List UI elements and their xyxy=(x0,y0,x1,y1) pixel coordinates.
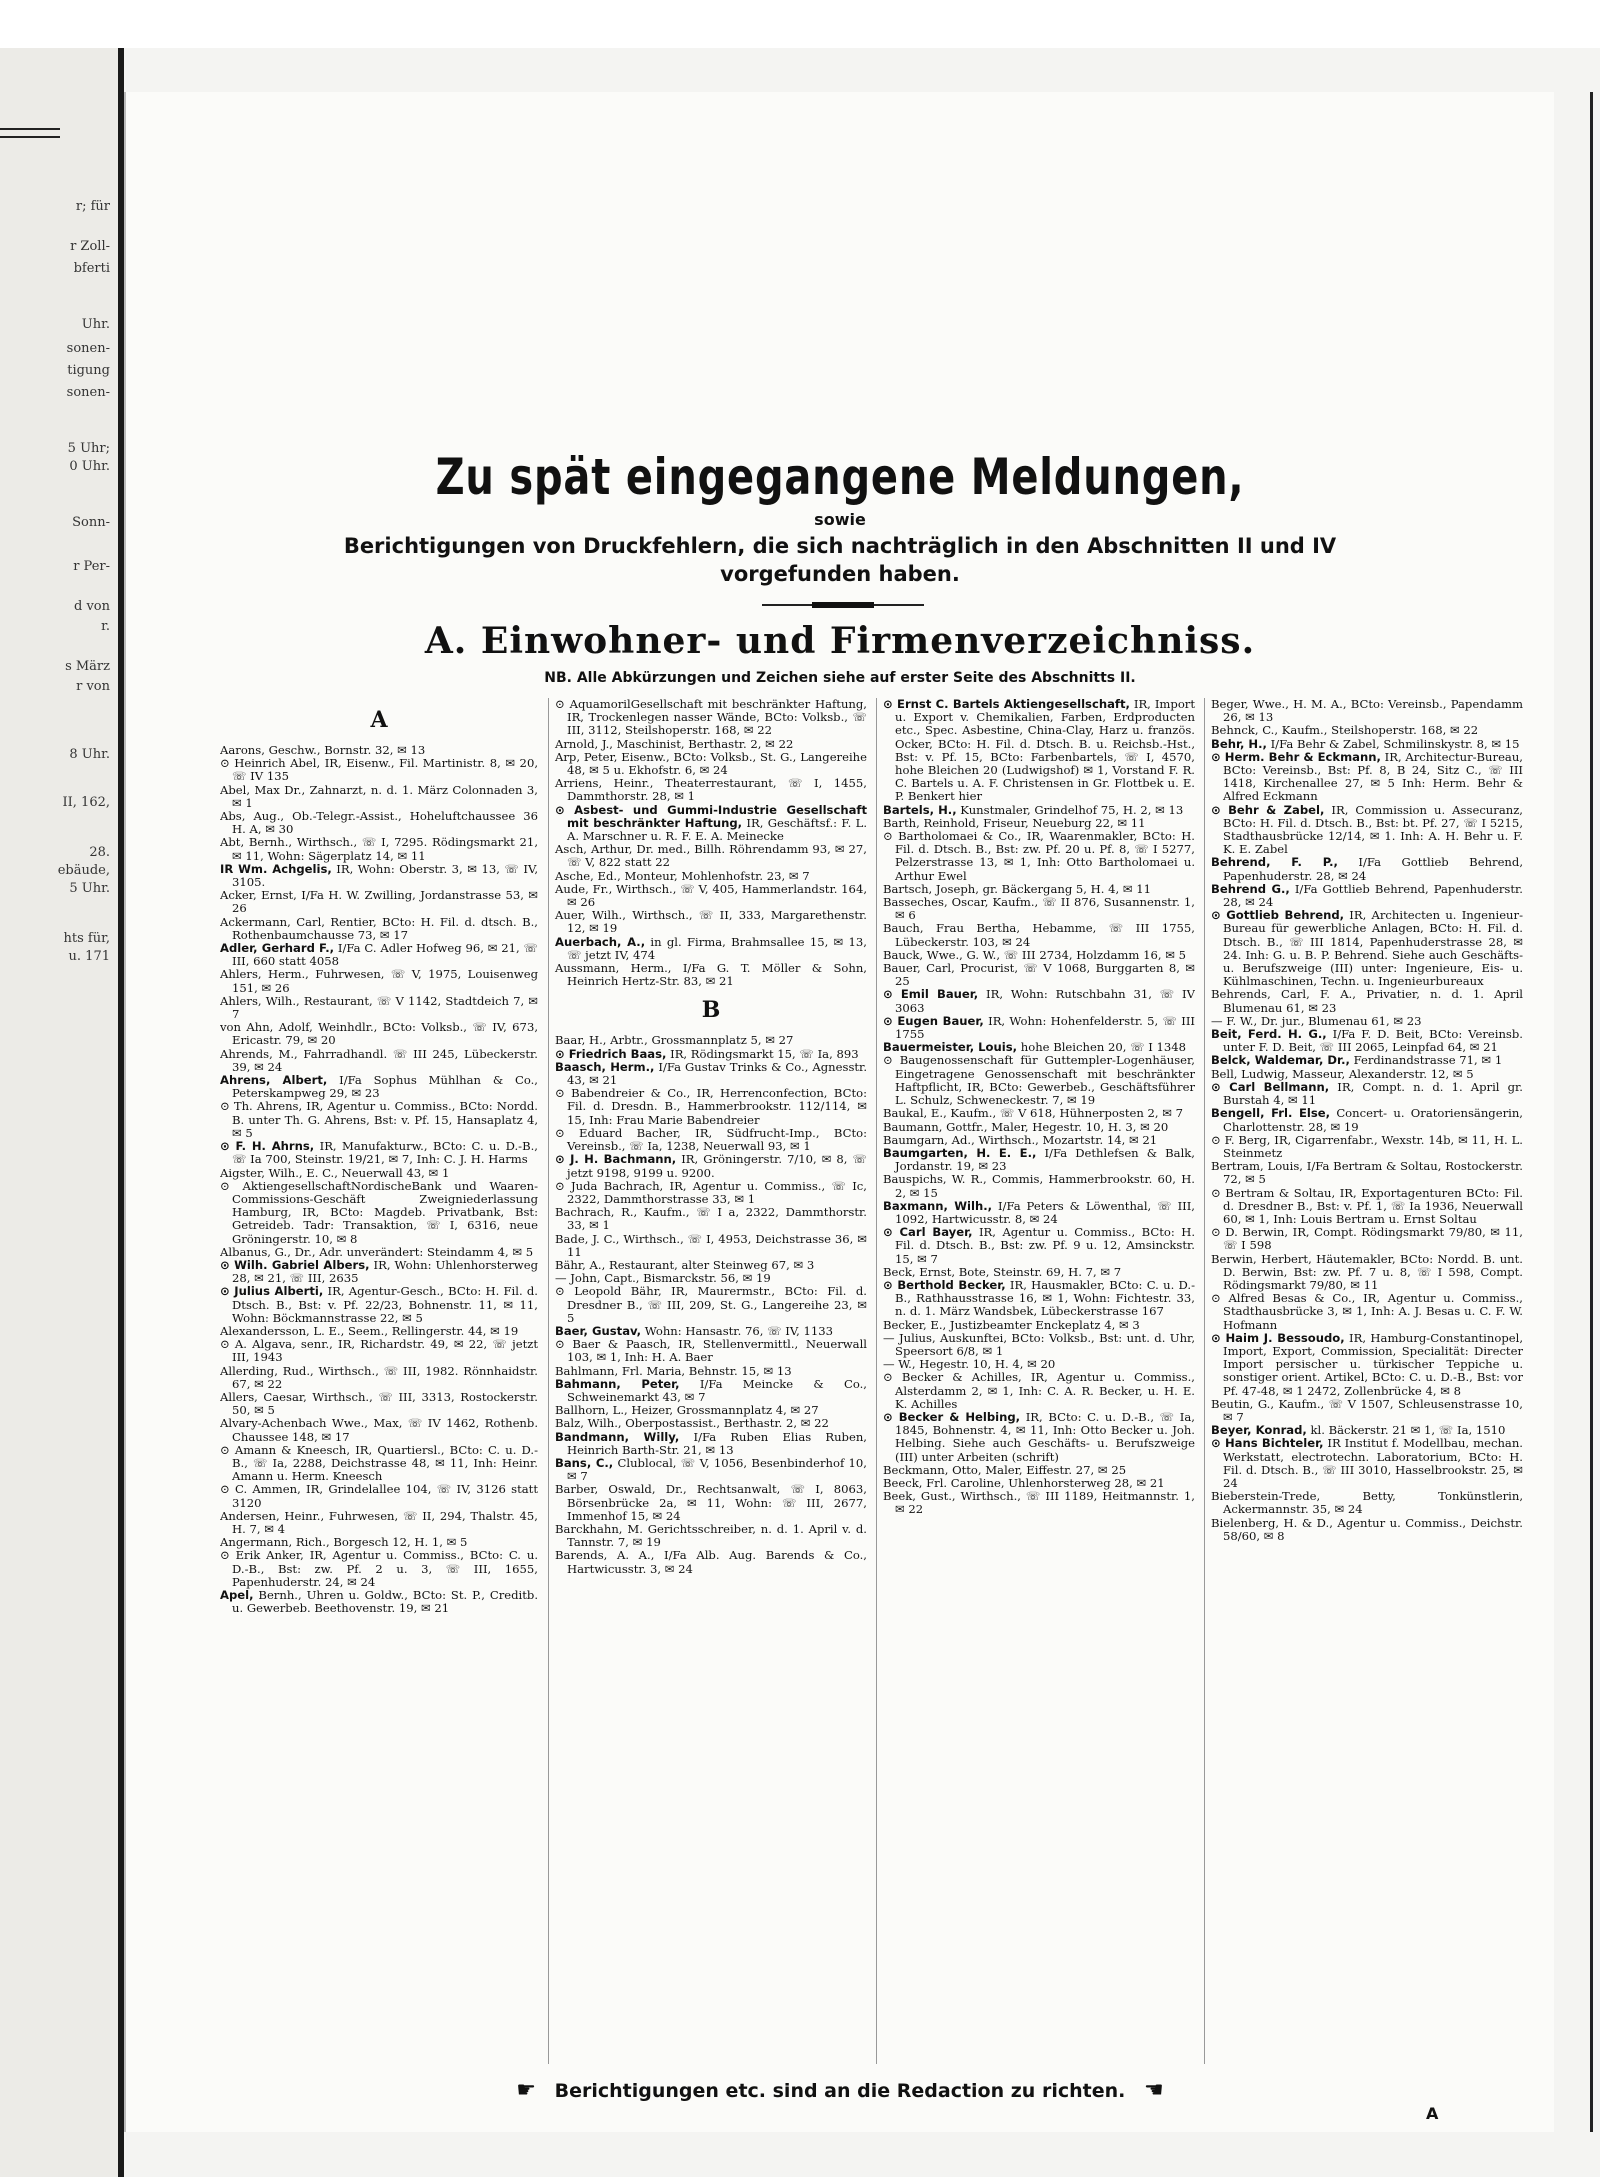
directory-entry xyxy=(220,836,538,862)
entry-name: Behrend G., xyxy=(1211,881,1290,896)
entry-details: Bähr, A., Restaurant, alter Steinweg 67, ✉ 3 xyxy=(555,1257,815,1272)
margin-text-fragment: r Zoll- xyxy=(70,239,110,254)
entry-details: ⊙ Becker & Achilles, IR, Agentur u. Commiss., Alsterdamm 2, ✉ 1, Inh: C. A. R. Becker, u. H. E. K. Achilles xyxy=(883,1370,1195,1411)
entry-name: Beyer, Konrad, xyxy=(1211,1423,1307,1438)
entry-details: Abt, Bernh., Wirthsch., ☏ I, 7295. Rödingsmarkt 21, ✉ 11, Wohn: Sägerplatz 14, ✉ 11 xyxy=(220,835,538,863)
margin-text-fragment: tigung xyxy=(67,363,110,378)
margin-text-fragment: Sonn- xyxy=(72,515,110,530)
entry-details: I/Fa Behr & Zabel, Schmilinskystr. 8, ✉ 15 xyxy=(1266,736,1520,751)
directory-entry xyxy=(555,1153,867,1179)
margin-text-fragment: II, 162, xyxy=(62,795,110,810)
entry-details: — Julius, Auskunftei, BCto: Volksb., Bst: unt. d. Uhr, Speersort 6/8, ✉ 1 xyxy=(883,1330,1195,1358)
margin-text-fragment: 5 Uhr; xyxy=(67,441,110,456)
entry-details: ⊙ Th. Ahrens, IR, Agentur u. Commiss., BCto: Nordd. B. unter Th. G. Ahrens, Bst: v. Pf. 15, Hansaplatz 4, ✉ 5 xyxy=(220,1099,538,1140)
directory-entry xyxy=(555,1087,867,1127)
directory-entry xyxy=(220,1021,538,1047)
directory-entry xyxy=(1211,1081,1523,1107)
directory-entry xyxy=(555,1549,867,1575)
entry-details: Bauer, Carl, Procurist, ☏ V 1068, Burggarten 8, ✉ 25 xyxy=(883,961,1195,989)
entry-name: Belck, Waldemar, Dr., xyxy=(1211,1053,1350,1068)
directory-column-3 xyxy=(876,698,1195,2064)
directory-entry xyxy=(220,1074,538,1100)
entry-details: ⊙ Erik Anker, IR, Agentur u. Commiss., BCto: C. u. D.-B., Bst: zw. Pf. 2 u. 3, ☏ III, 1655, Papenhuderstr. 24, ✉ 24 xyxy=(220,1548,538,1589)
entry-details: Albanus, G., Dr., Adr. unverändert: Steindamm 4, ✉ 5 xyxy=(220,1244,534,1259)
directory-entry xyxy=(555,1378,867,1404)
entry-name: ⊙ Hans Bichteler, xyxy=(1211,1436,1324,1451)
margin-text-fragment: d von xyxy=(74,599,110,614)
directory-entry xyxy=(220,863,538,889)
entry-details: in gl. Firma, Brahmsallee 15, ✉ 13, ☏ jetzt IV, 474 xyxy=(567,934,867,962)
entry-details: ⊙ Babendreier & Co., IR, Herrenconfection, BCto: Fil. d. Dresdn. B., Hammerbrookstr. 112/114, ✉ 15, Inh: Frau Marie Babendreier xyxy=(555,1086,867,1127)
entry-details: ⊙ Amann & Kneesch, IR, Quartiersl., BCto: C. u. D.-B., ☏ Ia, 2288, Deichstrasse 48, ✉ 11, Inh: Heinr. Amann u. Herm. Kneesch xyxy=(220,1442,538,1484)
entry-details: Ahlers, Herm., Fuhrwesen, ☏ V, 1975, Louisenweg 151, ✉ 26 xyxy=(220,967,538,995)
entry-details: ⊙ Baer & Paasch, IR, Stellenvermittl., Neuerwall 103, ✉ 1, Inh: H. A. Baer xyxy=(555,1337,867,1365)
entry-details: ⊙ Baugenossenschaft für Guttempler-Logenhäuser, Eingetragene Genossenschaft mit beschränkter Haftpflicht, IR, BCto: Gewerbeb., Geschäftsführer L. Schulz, Schweneckestr. 7, ✉ 19 xyxy=(883,1053,1195,1108)
directory-entry xyxy=(1211,909,1523,988)
previous-page-edge xyxy=(0,48,124,2177)
entry-details: IR, Wohn: Rutschbahn 31, ☏ IV 3063 xyxy=(895,987,1195,1015)
entry-details: Ballhorn, L., Heizer, Grossmannplatz 4, ✉ 27 xyxy=(555,1403,819,1418)
entry-name: ⊙ Julius Alberti, xyxy=(220,1284,324,1299)
entry-details: Bauspichs, W. R., Commis, Hammerbrookstr. 60, H. 2, ✉ 15 xyxy=(883,1172,1195,1200)
entry-name: Ahrens, Albert, xyxy=(220,1073,328,1088)
directory-entry xyxy=(555,777,867,803)
directory-entry xyxy=(1211,1490,1523,1516)
entry-details: IR, Import u. Export v. Chemikalien, Farben, Erdproducten etc., Spec. Asbestine, China-Clay, Harz u. französ. Ocker, BCto: H. Fil. d. Dtsch. B. u. Reichsb.-Hst., Bst: v. Pf. 15, BCto: Farbenbartels, ☏ I, 4570, hohe Bleichen 20 (Ludwigshof) ✉ 1, Vorstand F. R. C. Bartels u. A. F. Christensen in Gr. Flottbek u. E. P. Benkert hier xyxy=(895,698,1195,804)
entry-name: ⊙ Haim J. Bessoudo, xyxy=(1211,1330,1345,1345)
directory-entry xyxy=(555,1483,867,1523)
directory-entry xyxy=(220,1259,538,1285)
directory-entry xyxy=(220,1285,538,1325)
margin-text-fragment: ebäude, xyxy=(57,863,110,878)
entry-details: Beckmann, Otto, Maler, Eiffestr. 27, ✉ 25 xyxy=(883,1462,1127,1477)
directory-entry xyxy=(883,1054,1195,1107)
directory-entry xyxy=(883,1173,1195,1199)
entry-details: Ahrends, M., Fahrradhandl. ☏ III 245, Lübeckerstr. 39, ✉ 24 xyxy=(220,1046,538,1074)
directory-entry xyxy=(220,1549,538,1589)
entry-details: IR, Manufakturw., BCto: C. u. D.-B., ☏ Ia 700, Steinstr. 19/21, ✉ 7, Inh: C. J. H. Harms xyxy=(232,1139,538,1167)
entry-name: ⊙ Ernst C. Bartels Aktiengesellschaft, xyxy=(883,698,1130,711)
entry-details: IR, Rödingsmarkt 15, ☏ Ia, 893 xyxy=(666,1046,859,1061)
directory-entry xyxy=(220,995,538,1021)
directory-entry xyxy=(1211,1107,1523,1133)
scan-top-margin xyxy=(0,0,1600,48)
entry-details: Bachrach, R., Kaufm., ☏ I a, 2322, Dammthorstr. 33, ✉ 1 xyxy=(555,1205,867,1233)
entry-name: Bengell, Frl. Else, xyxy=(1211,1106,1331,1121)
directory-entry xyxy=(220,1100,538,1140)
entry-name: Bans, C., xyxy=(555,1455,614,1470)
directory-entry xyxy=(883,1411,1195,1464)
entry-name: ⊙ Asbest- und Gummi-Industrie Gesellschaft mit beschränkter Haftung, xyxy=(555,802,867,830)
entry-name: ⊙ Eugen Bauer, xyxy=(883,1013,984,1028)
entry-details: I/Fa Gottlieb Behrend, Papenhuderstr. 28, ✉ 24 xyxy=(1223,855,1523,883)
directory-entry xyxy=(220,757,538,783)
entry-details: IR, Architectur-Bureau, BCto: Vereinsb., Bst: Pf. 8, B 24, Sitz C., ☏ III 1418, Kirchenallee 27, ✉ 5 Inh: Herm. Behr & Alfred Eckmann xyxy=(1223,749,1523,804)
entry-name: Adler, Gerhard F., xyxy=(220,941,335,956)
directory-entry xyxy=(1211,1398,1523,1424)
entry-details: Asche, Ed., Monteur, Mohlenhofstr. 23, ✉ 7 xyxy=(555,868,810,883)
entry-details: Baumgarn, Ad., Wirthsch., Mozartstr. 14, ✉ 21 xyxy=(883,1132,1158,1147)
directory-entry xyxy=(220,1365,538,1391)
entry-details: Baar, H., Arbtr., Grossmannplatz 5, ✉ 27 xyxy=(555,1033,794,1048)
entry-details: kl. Bäckerstr. 21 ✉ 1, ☏ Ia, 1510 xyxy=(1306,1423,1506,1438)
entry-name: ⊙ Behr & Zabel, xyxy=(1211,802,1325,817)
entry-details: Auer, Wilh., Wirthsch., ☏ II, 333, Margarethenstr. 12, ✉ 19 xyxy=(555,908,867,936)
directory-entry xyxy=(555,1206,867,1232)
entry-name: Behr, H., xyxy=(1211,736,1267,751)
directory-entry xyxy=(883,698,1195,804)
entry-details: Asch, Arthur, Dr. med., Billh. Röhrendamm 93, ✉ 27, ☏ V, 822 statt 22 xyxy=(555,842,867,870)
entry-details: Arriens, Heinr., Theaterrestaurant, ☏ I, 1455, Dammthorstr. 28, ✉ 1 xyxy=(555,776,867,804)
entry-details: Abel, Max Dr., Zahnarzt, n. d. 1. März Colonnaden 3, ✉ 1 xyxy=(220,782,538,810)
entry-details: Aigster, Wilh., E. C., Neuerwall 43, ✉ 1 xyxy=(220,1165,450,1180)
margin-text-fragment: sonen- xyxy=(66,385,110,400)
margin-text-fragment: r. xyxy=(101,619,110,634)
directory-entry xyxy=(1211,883,1523,909)
margin-text-fragment: r; für xyxy=(75,199,110,214)
directory-entry xyxy=(555,1523,867,1549)
margin-text-fragment: 5 Uhr. xyxy=(69,881,110,896)
directory-entry xyxy=(883,1371,1195,1411)
directory-entry xyxy=(883,1279,1195,1319)
entry-details: Baukal, E., Kaufm., ☏ V 618, Hühnerposten 2, ✉ 7 xyxy=(883,1106,1184,1121)
entry-name: Auerbach, A., xyxy=(555,934,646,949)
page-footer xyxy=(126,2078,1554,2103)
margin-text-fragment: bferti xyxy=(73,261,110,276)
entry-name: Beit, Ferd. H. G., xyxy=(1211,1027,1327,1042)
letter-heading-b: B xyxy=(701,997,721,1024)
entry-details: IR, BCto: C. u. D.-B., ☏ Ia, 1845, Bohnenstr. 4, ✉ 11, Inh: Otto Becker u. Joh. Helbing. Siehe auch Geschäfts- u. Berufszweige (III) unter Arbeiten (schrift) xyxy=(895,1409,1195,1464)
entry-details: Balz, Wilh., Oberpostassist., Berthastr. 2, ✉ 22 xyxy=(555,1416,829,1431)
entry-details: Bartsch, Joseph, gr. Bäckergang 5, H. 4, ✉ 11 xyxy=(883,881,1152,896)
margin-text-fragment: u. 171 xyxy=(68,949,110,964)
directory-entry xyxy=(1211,1437,1523,1490)
entry-details: IR, Geschäftsf.: F. L. A. Marschner u. R. F. E. A. Meinecke xyxy=(567,815,867,844)
entry-details: Concert- u. Oratoriensängerin, Charlottenstr. 28, ✉ 19 xyxy=(1223,1106,1523,1134)
directory-entry xyxy=(555,936,867,962)
entry-details: ⊙ Heinrich Abel, IR, Eisenw., Fil. Martinistr. 8, ✉ 20, ☏ IV 135 xyxy=(220,756,538,784)
entry-details: — W., Hegestr. 10, H. 4, ✉ 20 xyxy=(883,1357,1056,1372)
entry-details: Alvary-Achenbach Wwe., Max, ☏ IV 1462, Rothenb. Chaussee 148, ✉ 17 xyxy=(220,1416,538,1444)
margin-text-fragment: 0 Uhr. xyxy=(69,459,110,474)
entry-details: Barber, Oswald, Dr., Rechtsanwalt, ☏ I, 8063, Börsenbrücke 2a, ✉ 11, Wohn: ☏ III, 2677, Immenhof 15, ✉ 24 xyxy=(555,1482,867,1523)
directory-columns xyxy=(220,698,1526,2064)
directory-entry xyxy=(220,889,538,915)
entry-details: Bauch, Frau Bertha, Hebamme, ☏ III 1755, Lübeckerstr. 103, ✉ 24 xyxy=(883,921,1195,949)
entry-details: I/Fa Peters & Löwenthal, ☏ III, 1092, Hartwicusstr. 8, ✉ 24 xyxy=(895,1198,1195,1226)
entry-details: ⊙ AquamorilGesellschaft mit beschränkter Haftung, IR, Trockenlegen nasser Wände, BCto: Volksb., ☏ III, 3112, Steilshoperstr. 168, ✉ 22 xyxy=(555,698,867,738)
entry-details: Bertram, Louis, I/Fa Bertram & Soltau, Rostockerstr. 72, ✉ 5 xyxy=(1211,1159,1523,1187)
directory-entry xyxy=(1211,856,1523,882)
directory-entry xyxy=(883,1490,1195,1516)
footer-note: Berichtigungen etc. sind an die Redaction zu richten. xyxy=(554,2080,1126,2102)
entry-details: Allerding, Rud., Wirthsch., ☏ III, 1982. Rönnhaidstr. 67, ✉ 22 xyxy=(220,1363,538,1391)
entry-name: Bauermeister, Louis, xyxy=(883,1040,1018,1055)
entry-name: Baasch, Herm., xyxy=(555,1059,655,1074)
entry-details: Baumann, Gottfr., Maler, Hegestr. 10, H. 3, ✉ 20 xyxy=(883,1119,1169,1134)
directory-entry xyxy=(555,698,867,738)
entry-details: Berwin, Herbert, Häutemakler, BCto: Nordd. B. unt. D. Berwin, Bst: zw. Pf. 7 u. 8, ☏ I 598, Compt. Rödingsmarkt 79/80, ✉ 11 xyxy=(1211,1251,1523,1292)
entry-details: IR, Architecten u. Ingenieur-Bureau für gewerbliche Anlagen, BCto: H. Fil. d. Dtsch. B., ☏ III 1814, Papenhuderstrasse 28, ✉ 24. Inh: G. u. B. P. Behrend. Siehe auch Geschäfts- u. Berufszweige (III) unter: Ingenieure, Eis- u. Kühlmaschinen, Techn. u. Ingenieurbureaux xyxy=(1223,908,1523,989)
entry-details: IR, Wohn: Uhlenhorsterweg 28, ✉ 21, ☏ III, 2635 xyxy=(232,1257,538,1286)
page-edge-shadow xyxy=(1590,92,1593,2132)
entry-details: ⊙ AktiengesellschaftNordischeBank und Waaren-Commissions-Geschäft Zweigniederlassung Hamburg, IR, BCto: Magdeb. Privatbank, Bst: Getreideb. Tadr: Transaktion, ☏ I, 6316, neue Gröningerstr. 10, ✉ 8 xyxy=(220,1178,538,1246)
directory-entry xyxy=(220,1510,538,1536)
entry-name: ⊙ Berthold Becker, xyxy=(883,1277,1006,1292)
entry-details: ⊙ Juda Bachrach, IR, Agentur u. Commiss., ☏ Ic, 2322, Dammthorstrasse 33, ✉ 1 xyxy=(555,1178,867,1206)
entry-details: ⊙ C. Ammen, IR, Grindelallee 104, ☏ IV, 3126 statt 3120 xyxy=(220,1482,538,1510)
entry-details: Aude, Fr., Wirthsch., ☏ V, 405, Hammerlandstr. 164, ✉ 26 xyxy=(555,881,867,910)
entry-name: ⊙ Herm. Behr & Eckmann, xyxy=(1211,749,1381,764)
directory-entry xyxy=(555,751,867,777)
entry-details: Barckhahn, M. Gerichtsschreiber, n. d. 1. April v. d. Tannstr. 7, ✉ 19 xyxy=(555,1521,867,1550)
entry-details: Ahlers, Wilh., Restaurant, ☏ V 1142, Stadtdeich 7, ✉ 7 xyxy=(220,993,538,1022)
directory-entry xyxy=(220,810,538,836)
margin-text-fragment: r von xyxy=(76,679,110,694)
entry-details: Andersen, Heinr., Fuhrwesen, ☏ II, 294, Thalstr. 45, H. 7, ✉ 4 xyxy=(220,1508,538,1536)
entry-details: I/Fa Meincke & Co., Schweinemarkt 43, ✉ 7 xyxy=(567,1376,867,1404)
entry-details: IR, Wohn: Oberstr. 3, ✉ 13, ☏ IV, 3105. xyxy=(232,861,538,890)
title-divider-accent xyxy=(812,602,874,608)
directory-entry xyxy=(220,1140,538,1166)
entry-name: Apel, xyxy=(220,1588,254,1602)
margin-text-fragment: 28. xyxy=(89,845,110,860)
margin-text-fragment: 8 Uhr. xyxy=(69,747,110,762)
directory-entry xyxy=(555,1233,867,1259)
pointing-hand-icon: ☚ xyxy=(1143,2078,1164,2103)
entry-name: ⊙ Carl Bellmann, xyxy=(1211,1079,1330,1094)
section-heading: A. Einwohner- und Firmenverzeichniss. xyxy=(424,620,1256,662)
entry-details: Arnold, J., Maschinist, Berthastr. 2, ✉ 22 xyxy=(555,736,794,751)
entry-details: Ferdinandstrasse 71, ✉ 1 xyxy=(1349,1053,1503,1068)
directory-entry xyxy=(883,1332,1195,1358)
pointing-hand-icon: ☛ xyxy=(516,2078,537,2103)
entry-details: I/Fa C. Adler Hofweg 96, ✉ 21, ☏ III, 660 statt 4058 xyxy=(232,941,538,969)
entry-details: Acker, Ernst, I/Fa H. W. Zwilling, Jordanstrasse 53, ✉ 26 xyxy=(220,888,538,916)
entry-details: Beeck, Frl. Caroline, Uhlenhorsterweg 28, ✉ 21 xyxy=(883,1475,1165,1490)
directory-entry xyxy=(220,968,538,994)
directory-entry xyxy=(220,1444,538,1484)
directory-entry xyxy=(883,1147,1195,1173)
entry-details: ⊙ Bertram & Soltau, IR, Exportagenturen BCto: Fil. d. Dresdner B., Bst: v. Pf. 1, ☏ Ia 1936, Neuerwall 60, ✉ 1, Inh: Louis Bertram u. Ernst Soltau xyxy=(1211,1185,1523,1226)
directory-entry xyxy=(1211,751,1523,804)
entry-details: Ackermann, Carl, Rentier, BCto: H. Fil. d. dtsch. B., Rothenbaumchausse 73, ✉ 17 xyxy=(220,914,538,942)
entry-details: — F. W., Dr. jur., Blumenau 61, ✉ 23 xyxy=(1211,1013,1422,1028)
directory-entry xyxy=(1211,1292,1523,1332)
entry-details: Basseches, Oscar, Kaufm., ☏ II 876, Susannenstr. 1, ✉ 6 xyxy=(883,895,1195,923)
entry-details: Behrends, Carl, F. A., Privatier, n. d. 1. April Blumenau 61, ✉ 23 xyxy=(1211,987,1523,1015)
directory-entry xyxy=(555,1127,867,1153)
entry-details: IR, Compt. n. d. 1. April gr. Burstah 4, ✉ 11 xyxy=(1223,1079,1523,1108)
directory-entry xyxy=(883,922,1195,948)
entry-details: IR, Wohn: Hohenfelderstr. 5, ☏ III 1755 xyxy=(895,1013,1195,1042)
directory-entry xyxy=(555,804,867,844)
entry-details: Bahlmann, Frl. Maria, Behnstr. 15, ✉ 13 xyxy=(555,1363,792,1378)
entry-details: Allers, Caesar, Wirthsch., ☏ III, 3313, Rostockerstr. 50, ✉ 5 xyxy=(220,1389,538,1418)
directory-entry xyxy=(555,1180,867,1206)
entry-name: ⊙ Gottlieb Behrend, xyxy=(1211,908,1345,923)
directory-entry xyxy=(1211,804,1523,857)
directory-entry xyxy=(555,1431,867,1457)
entry-details: — John, Capt., Bismarckstr. 56, ✉ 19 xyxy=(555,1271,771,1286)
entry-details: Beutin, G., Kaufm., ☏ V 1507, Schleusenstrasse 10, ✉ 7 xyxy=(1211,1396,1523,1424)
entry-details: Bell, Ludwig, Masseur, Alexanderstr. 12, ✉ 5 xyxy=(1211,1066,1474,1081)
entry-name: ⊙ Carl Bayer, xyxy=(883,1225,973,1240)
directory-entry xyxy=(883,830,1195,883)
entry-details: Aarons, Geschw., Bornstr. 32, ✉ 13 xyxy=(220,743,426,757)
entry-details: I/Fa Gustav Trinks & Co., Agnesstr. 43, ✉ 21 xyxy=(567,1059,867,1088)
margin-text-fragment: hts für, xyxy=(63,931,110,946)
directory-entry xyxy=(555,883,867,909)
directory-entry xyxy=(1211,1517,1523,1543)
document-page xyxy=(124,92,1554,2132)
entry-details: Clublocal, ☏ V, 1056, Besenbinderhof 10, ✉ 7 xyxy=(567,1455,867,1484)
entry-details: I/Fa Sophus Mühlhan & Co., Peterskampweg 29, ✉ 23 xyxy=(232,1073,538,1101)
entry-details: IR, Hausmakler, BCto: C. u. D.-B., Rathhausstrasse 16, ✉ 1, Wohn: Fichtestr. 33, n. d. 1. März Wandsbek, Lübeckerstrasse 167 xyxy=(895,1277,1195,1319)
entry-details: hohe Bleichen 20, ☏ I 1348 xyxy=(1017,1040,1187,1055)
entry-details: Becker, E., Justizbeamter Enckeplatz 4, ✉ 3 xyxy=(883,1317,1140,1332)
entry-details: ⊙ Leopold Bähr, IR, Maurermstr., BCto: Fil. d. Dresdner B., ☏ III, 209, St. G., Langereihe 23, ✉ 5 xyxy=(555,1284,867,1325)
directory-column-2 xyxy=(548,698,867,2064)
entry-name: Bartels, H., xyxy=(883,802,957,817)
entry-details: Bieberstein-Trede, Betty, Tonkünstlerin, Ackermannstr. 35, ✉ 24 xyxy=(1211,1489,1523,1517)
abbreviation-note: NB. Alle Abkürzungen und Zeichen siehe auf erster Seite des Abschnitts II. xyxy=(544,670,1136,686)
directory-entry xyxy=(1211,1187,1523,1227)
directory-entry xyxy=(220,1391,538,1417)
margin-rule xyxy=(0,136,60,138)
margin-text-fragment: sonen- xyxy=(66,341,110,356)
entry-details: Alexandersson, L. E., Seem., Rellingerstr. 44, ✉ 19 xyxy=(220,1323,519,1338)
entry-details: IR, Gröningerstr. 7/10, ✉ 8, ☏ jetzt 9198, 9199 u. 9200. xyxy=(567,1152,867,1180)
page-title: Zu spät eingegangene Meldungen, xyxy=(435,448,1245,506)
entry-details: Beek, Gust., Wirthsch., ☏ III 1189, Heitmannstr. 1, ✉ 22 xyxy=(883,1489,1195,1517)
directory-entry xyxy=(555,843,867,869)
entry-details: I/Fa F. D. Beit, BCto: Vereinsb. unter F. D. Beit, ☏ III 2065, Leinpfad 64, ✉ 21 xyxy=(1223,1027,1523,1055)
entry-details: von Ahn, Adolf, Weinhdlr., BCto: Volksb., ☏ IV, 673, Ericastr. 79, ✉ 20 xyxy=(220,1020,538,1048)
directory-entry xyxy=(1211,1253,1523,1293)
directory-entry xyxy=(555,1285,867,1325)
directory-entry xyxy=(220,1417,538,1443)
letter-heading-a: A xyxy=(370,707,388,733)
entry-details: ⊙ Eduard Bacher, IR, Südfrucht-Imp., BCto: Vereinsb., ☏ Ia, 1238, Neuerwall 93, ✉ 1 xyxy=(555,1125,867,1154)
directory-entry xyxy=(220,1048,538,1074)
entry-details: ⊙ Alfred Besas & Co., IR, Agentur u. Commiss., Stadthausbrücke 3, ✉ 1, Inh: A. J. Besas u. C. F. W. Hofmann xyxy=(1211,1291,1523,1332)
directory-column-1 xyxy=(220,698,538,2064)
entry-details: I/Fa Gottlieb Behrend, Papenhuderstr. 28, ✉ 24 xyxy=(1223,881,1523,910)
entry-details: Barth, Reinhold, Friseur, Neueburg 22, ✉ 11 xyxy=(883,815,1146,830)
directory-entry xyxy=(883,1226,1195,1266)
directory-entry xyxy=(555,962,867,988)
entry-name: ⊙ J. H. Bachmann, xyxy=(555,1152,677,1167)
directory-entry xyxy=(1211,698,1523,724)
entry-details: Beger, Wwe., H. M. A., BCto: Vereinsb., Papendamm 26, ✉ 13 xyxy=(1211,698,1523,725)
title-connector: sowie xyxy=(814,510,866,529)
directory-entry xyxy=(555,1338,867,1364)
entry-name: IR Wm. Achgelis, xyxy=(220,861,332,876)
entry-details: Aussmann, Herm., I/Fa G. T. Möller & Sohn, Heinrich Hertz-Str. 83, ✉ 21 xyxy=(555,961,867,989)
directory-column-4 xyxy=(1204,698,1523,2064)
margin-text-fragment: r Per- xyxy=(73,559,110,574)
directory-entry xyxy=(1211,1332,1523,1398)
directory-entry xyxy=(555,909,867,935)
directory-entry xyxy=(220,1483,538,1509)
margin-rule xyxy=(0,128,60,130)
directory-entry xyxy=(1211,1226,1523,1252)
entry-details: I/Fa Ruben Elias Ruben, Heinrich Barth-Str. 21, ✉ 13 xyxy=(567,1429,867,1457)
margin-text-fragment: s März xyxy=(65,659,110,674)
directory-entry xyxy=(883,1015,1195,1041)
entry-name: Baer, Gustav, xyxy=(555,1323,642,1338)
page-subtitle: Berichtigungen von Druckfehlern, die sich nachträglich in den Abschnitten II und IV vorgefunden haben. xyxy=(343,534,1337,586)
entry-details: Abs, Aug., Ob.-Telegr.-Assist., Hoheluftchaussee 36 H. A, ✉ 30 xyxy=(220,809,538,837)
entry-details: Behnck, C., Kaufm., Steilshoperstr. 168, ✉ 22 xyxy=(1211,723,1479,738)
margin-text-fragment: Uhr. xyxy=(81,317,110,332)
entry-name: ⊙ Friedrich Baas, xyxy=(555,1046,667,1061)
entry-details: Wohn: Hansastr. 76, ☏ IV, 1133 xyxy=(641,1323,834,1338)
directory-entry xyxy=(1211,1134,1523,1160)
entry-name: ⊙ Wilh. Gabriel Albers, xyxy=(220,1257,370,1272)
entry-details: IR, Agentur-Gesch., BCto: H. Fil. d. Dtsch. B., Bst: v. Pf. 22/23, Bohnenstr. 11, ✉ 11, Wohn: Böckmannstrasse 22, ✉ 5 xyxy=(232,1284,538,1325)
page-section-marker: A xyxy=(1426,2104,1439,2123)
entry-details: IR, Commission u. Assecuranz, BCto: H. Fil. d. Dtsch. B., Bst: bt. Pf. 27, ☏ I 5215, Stadthausbrücke 12/14, ✉ 1. Inh: A. H. Behr u. F. K. E. Zabel xyxy=(1223,802,1523,857)
directory-entry xyxy=(220,1180,538,1246)
entry-name: ⊙ Becker & Helbing, xyxy=(883,1409,1021,1424)
directory-entry xyxy=(883,962,1195,988)
entry-details: ⊙ D. Berwin, IR, Compt. Rödingsmarkt 79/80, ✉ 11, ☏ I 598 xyxy=(1211,1225,1523,1253)
directory-entry xyxy=(883,1200,1195,1226)
entry-name: ⊙ Emil Bauer, xyxy=(883,987,979,1002)
directory-entry xyxy=(1211,988,1523,1014)
entry-details: I/Fa Dethlefsen & Balk, Jordanstr. 19, ✉ 23 xyxy=(895,1145,1195,1174)
directory-entry xyxy=(220,1589,538,1615)
directory-entry xyxy=(555,1457,867,1483)
entry-details: Bauck, Wwe., G. W., ☏ III 2734, Holzdamm 16, ✉ 5 xyxy=(883,947,1187,962)
directory-entry xyxy=(883,896,1195,922)
entry-details: Bade, J. C., Wirthsch., ☏ I, 4953, Deichstrasse 36, ✉ 11 xyxy=(555,1231,867,1259)
entry-name: ⊙ F. H. Ahrns, xyxy=(220,1139,315,1154)
entry-details: Arp, Peter, Eisenw., BCto: Volksb., St. G., Langereihe 48, ✉ 5 u. Ekhofstr. 6, ✉ 24 xyxy=(555,749,867,778)
entry-details: IR, Agentur u. Commiss., BCto: H. Fil. d. Dtsch. B., Bst: zw. Pf. 9 u. 12, Amsinckstr. 15, ✉ 7 xyxy=(895,1225,1195,1266)
directory-entry xyxy=(220,942,538,968)
entry-details: Bernh., Uhren u. Goldw., BCto: St. P., Creditb. u. Gewerbeb. Beethovenstr. 19, ✉ 21 xyxy=(232,1588,538,1616)
entry-details: Barends, A. A., I/Fa Alb. Aug. Barends & Co., Hartwicusstr. 3, ✉ 24 xyxy=(555,1548,867,1576)
entry-details: Angermann, Rich., Borgesch 12, H. 1, ✉ 5 xyxy=(220,1535,468,1550)
directory-entry xyxy=(220,1338,538,1364)
entry-details: IR, Hamburg-Constantinopel, Import, Export, Commission, Specialität: Directer Import persischer u. türkischer Teppiche u. sonstiger orient. Artikel, BCto: C. u. D.-B., Bst: vor Pf. 47-48, ✉ 1 2472, Zollenbrücke 4, ✉ 8 xyxy=(1223,1330,1523,1398)
entry-details: ⊙ A. Algava, senr., IR, Richardstr. 49, ✉ 22, ☏ jetzt III, 1943 xyxy=(220,1337,538,1365)
entry-name: Bahmann, Peter, xyxy=(555,1376,680,1391)
directory-entry xyxy=(220,784,538,810)
entry-details: Bielenberg, H. & D., Agentur u. Commiss., Deichstr. 58/60, ✉ 8 xyxy=(1211,1515,1523,1543)
entry-name: Bandmann, Willy, xyxy=(555,1429,680,1444)
entry-name: Baumgarten, H. E. E., xyxy=(883,1145,1037,1160)
entry-name: Baxmann, Wilh., xyxy=(883,1198,993,1213)
entry-details: ⊙ Bartholomaei & Co., IR, Waarenmakler, BCto: H. Fil. d. Dtsch. B., Bst: zw. Pf. 20 u. Pf. 8, ☏ I 5277, Pelzerstrasse 13, ✉ 1, Inh: Otto Bartholomaei u. Arthur Ewel xyxy=(883,829,1195,883)
entry-name: Behrend, F. P., xyxy=(1211,855,1338,870)
entry-details: ⊙ F. Berg, IR, Cigarrenfabr., Wexstr. 14b, ✉ 11, H. L. Steinmetz xyxy=(1211,1132,1523,1160)
entry-details: IR Institut f. Modellbau, mechan. Werkstatt, electrotechn. Laboratorium, BCto: H. Fil. d. Dtsch. B., ☏ III 3010, Hasselbrookstr. 25, ✉ 24 xyxy=(1223,1436,1523,1490)
directory-entry xyxy=(555,1061,867,1087)
directory-entry xyxy=(1211,1160,1523,1186)
directory-entry xyxy=(220,916,538,942)
directory-entry xyxy=(1211,1028,1523,1054)
entry-details: Kunstmaler, Grindelhof 75, H. 2, ✉ 13 xyxy=(956,802,1184,817)
directory-entry xyxy=(883,988,1195,1014)
entry-details: Beck, Ernst, Bote, Steinstr. 69, H. 7, ✉ 7 xyxy=(883,1264,1122,1279)
